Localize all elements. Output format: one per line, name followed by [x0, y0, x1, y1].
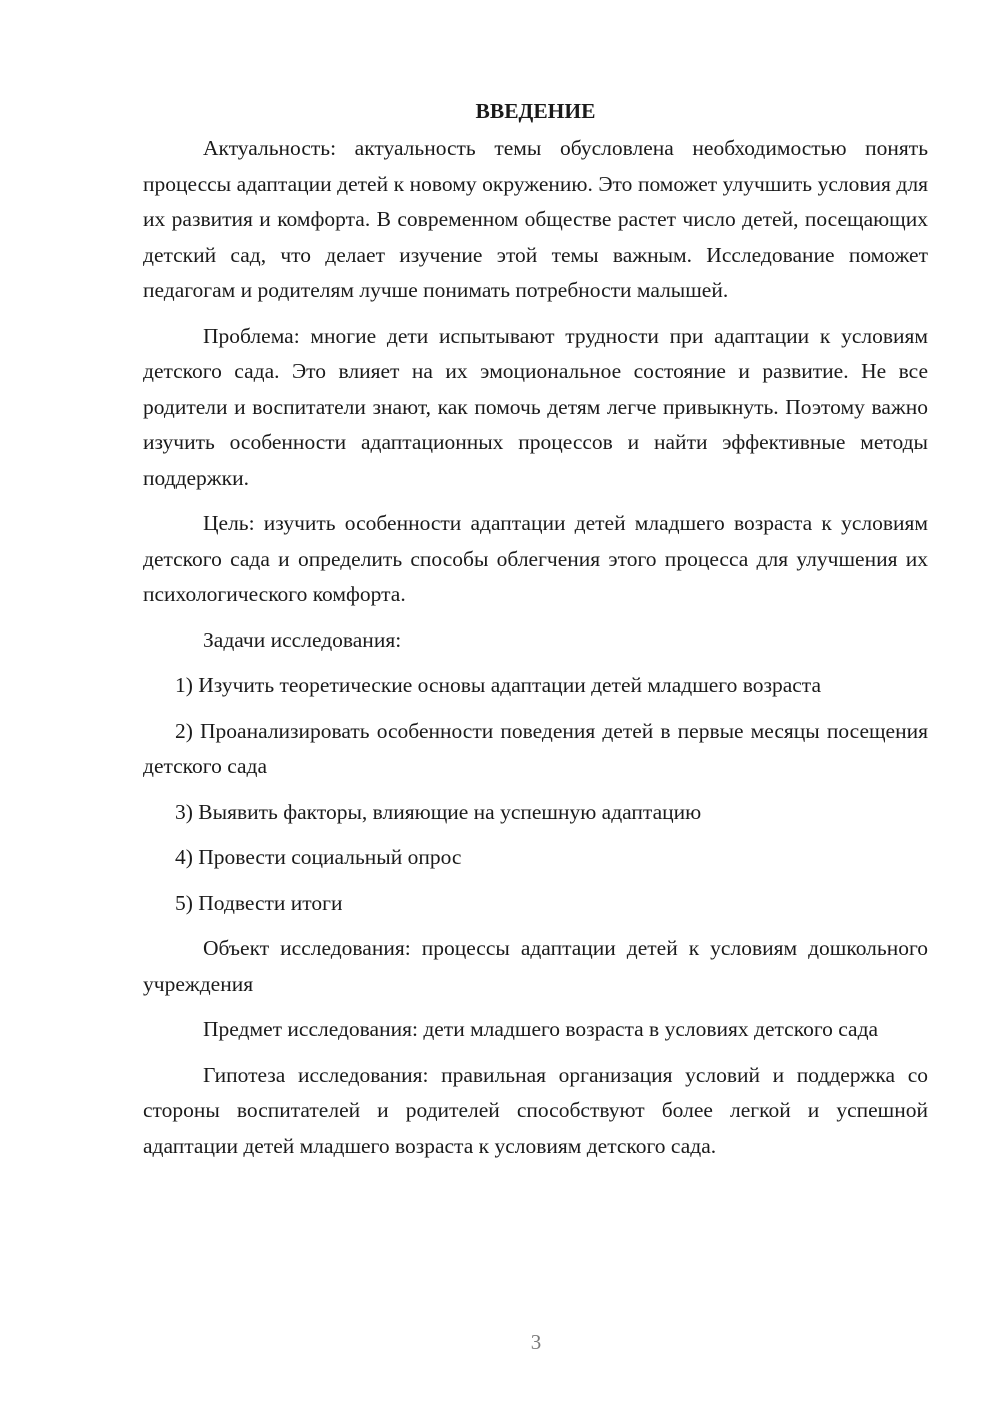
section-title: ВВЕДЕНИЕ — [475, 99, 596, 123]
task-item-2: 2) Проанализировать особенности поведения детей в первые месяцы посещения детского сада — [143, 718, 928, 778]
task-item-4: 4) Провести социальный опрос — [175, 845, 462, 869]
problem-paragraph: Проблема: многие дети испытывают трудности при адаптации к условиям детского сада. Это влияет на их эмоциональное состояние и развитие. Не все родители и воспитатели знают, как помочь детям легче привыкнуть. Поэтому важно изучить особенности адаптационных процессов и найти эффективные методы поддержки. — [143, 323, 928, 490]
hypothesis-paragraph: Гипотеза исследования: правильная организация условий и поддержка со стороны воспитателей и родителей способствуют более легкой и успешной адаптации детей младшего возраста к условиям детского сада. — [143, 1062, 928, 1158]
relevance-paragraph: Актуальность: актуальность темы обусловлена необходимостью понять процессы адаптации детей к новому окружению. Это поможет улучшить условия для их развития и комфорта. В современном обществе растет число детей, посещающих детский сад, что делает изучение этой темы важным. Исследование поможет педагогам и родителям лучше понимать потребности малышей. — [143, 136, 928, 302]
task-item-3: 3) Выявить факторы, влияющие на успешную адаптацию — [175, 799, 702, 824]
task-item-1: 1) Изучить теоретические основы адаптации детей младшего возраста — [175, 673, 821, 697]
task-item-5: 5) Подвести итоги — [175, 890, 343, 915]
tasks-heading: Задачи исследования: — [203, 627, 402, 652]
page-number: 3 — [530, 1330, 542, 1354]
page-content — [143, 94, 928, 1174]
object-paragraph: Объект исследования: процессы адаптации детей к условиям дошкольного учреждения — [143, 936, 928, 996]
goal-paragraph: Цель: изучить особенности адаптации детей младшего возраста к условиям детского сада и определить способы облегчения этого процесса для улучшения их психологического комфорта. — [143, 511, 928, 606]
subject-paragraph: Предмет исследования: дети младшего возраста в условиях детского сада — [203, 1017, 879, 1041]
